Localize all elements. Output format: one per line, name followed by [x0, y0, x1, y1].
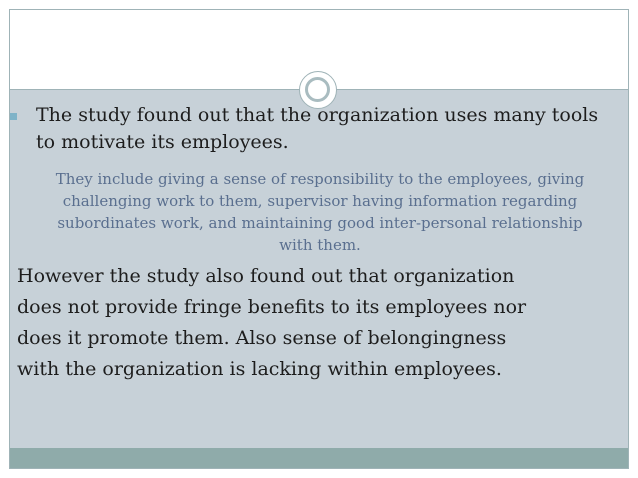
body-paragraph	[17, 261, 617, 385]
bullet-text: The study found out that the organization uses many tools to motivate its employees.	[36, 104, 599, 153]
paragraph-line: However the study also found out that organization	[17, 265, 515, 287]
bullet-point	[10, 102, 610, 156]
square-bullet-icon	[10, 113, 17, 120]
slide-footer-band	[10, 448, 628, 469]
sub-point-text: They include giving a sense of responsibility to the employees, giving challenging work to them, supervisor having information regarding subordinates work, and maintaining good inter-personal relationship with them.	[55, 170, 585, 254]
paragraph-line: does not provide fringe benefits to its employees nor	[17, 296, 527, 318]
paragraph-line: with the organization is lacking within employees.	[17, 358, 502, 380]
paragraph-line: does it promote them. Also sense of belongingness	[17, 327, 507, 349]
